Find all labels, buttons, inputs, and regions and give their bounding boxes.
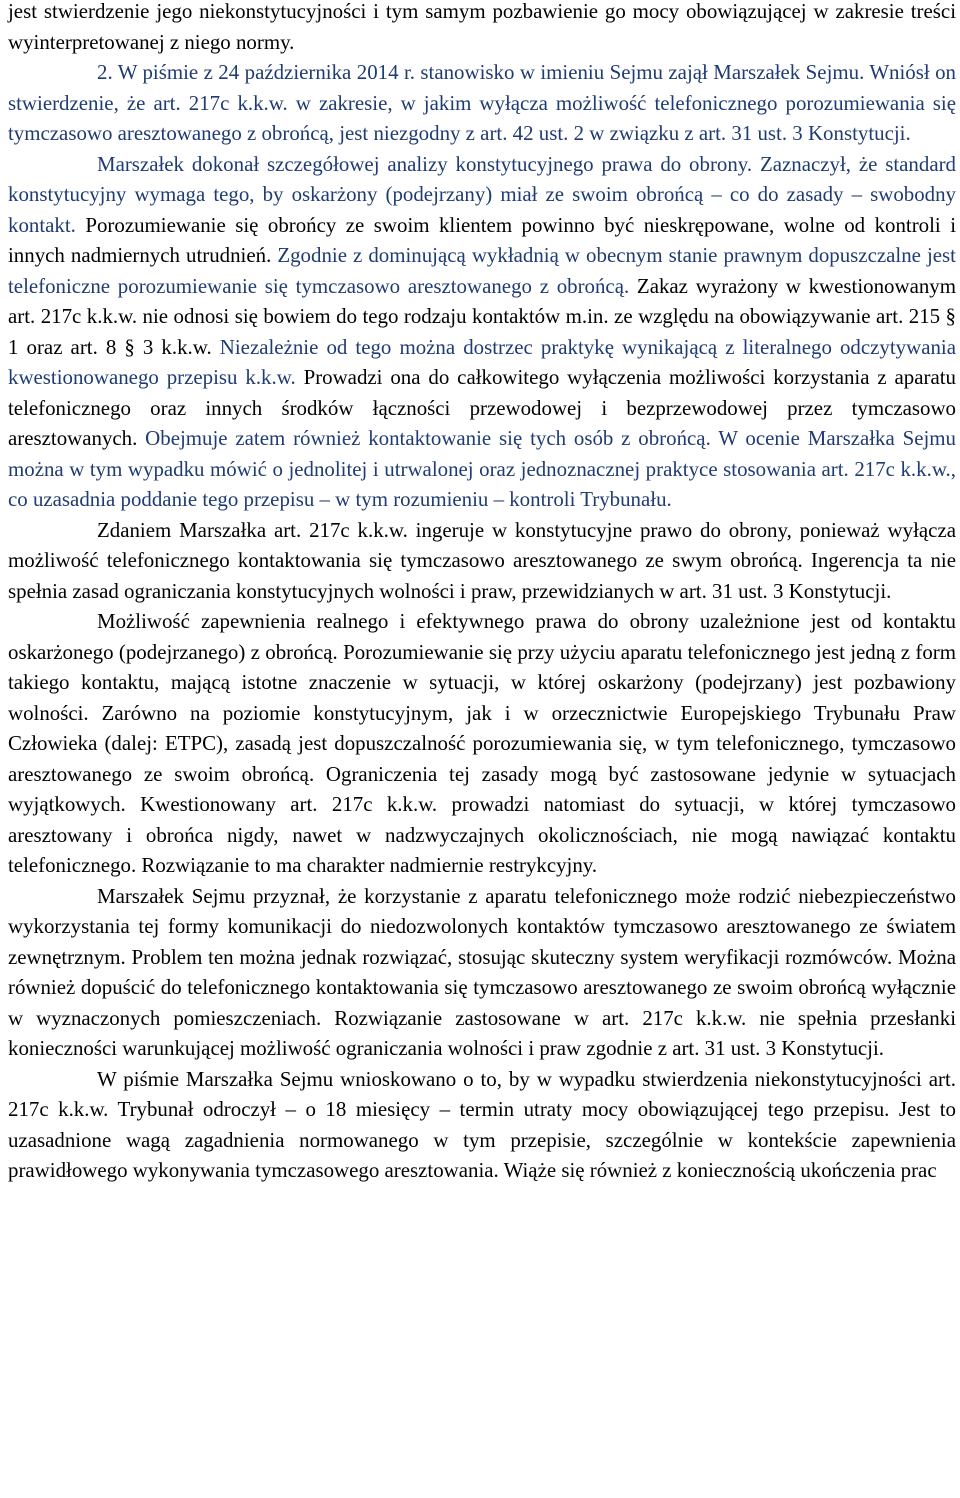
paragraph-text: Zgodnie z dominującą wykładnią w obecnym stanie prawnym dopuszczalne jest telefoniczne porozumiewanie się tymczasowo aresztowanego z obrońcą.: [8, 243, 956, 298]
document-body: [8, 0, 956, 1186]
paragraph-text: Porozumiewanie się przy użyciu aparatu telefonicznego jest jedną z form takiego kontaktu, mającą istotne znaczenie w sytuacji, w której oskarżony (podejrzany) jest pozbawiony wolności.: [8, 639, 956, 725]
paragraph-text: Marszałek dokonał szczegółowej analizy konstytucyjnego prawa do obrony. Zaznaczył, że standard konstytucyjny wymaga tego, by oskarżony (podejrzany) miał ze swoim obrońcą – co do zasady – swobodny kontakt.: [8, 151, 956, 237]
paragraph-text: Możliwość zapewnienia realnego i efektywnego prawa do obrony uzależnione jest od kontaktu oskarżonego (podejrzanego) z obrońcą.: [8, 609, 956, 664]
paragraph-text: Zakaz wyrażony w kwestionowanym art. 217c k.k.w. nie odnosi się bowiem do tego rodzaju kontaktów m.in. ze względu na obowiązywanie art. 215 § 1 oraz art. 8 § 3 k.k.w.: [8, 273, 956, 359]
paragraph: [8, 57, 956, 149]
paragraph: [8, 0, 956, 57]
paragraph: [8, 606, 956, 881]
paragraph: [8, 881, 956, 1064]
paragraph-text: Porozumiewanie się obrońcy ze swoim klientem powinno być nieskrępowane, wolne od kontroli i innych nadmiernych utrudnień.: [8, 212, 956, 267]
paragraph-text: Prowadzi ona do całkowitego wyłączenia możliwości korzystania z aparatu telefonicznego oraz innych środków łączności przewodowej i bezprzewodowej przez tymczasowo aresztowanych.: [8, 365, 956, 450]
paragraph-text: Niezależnie od tego można dostrzec praktykę wynikającą z literalnego odczytywania kwestionowanego przepisu k.k.w.: [8, 334, 956, 389]
paragraph-text: Obejmuje zatem również kontaktowanie się tych osób z obrońcą. W ocenie Marszałka Sejmu można w tym wypadku mówić o jednolitej i utrwalonej oraz jednoznacznej praktyce stosowania art. 217c k.k.w., co uzasadnia poddanie tego przepisu – w tym rozumieniu – kontroli Trybunału.: [8, 426, 956, 511]
paragraph-text: Ograniczenia tej zasady mogą być zastosowane jedynie w sytuacjach wyjątkowych. Kwestionowany art. 217c k.k.w. prowadzi natomiast do sytuacji, w której tymczasowo aresztowany i obrońca nigdy, nawet w nadzwyczajnych okolicznościach, nie mogą nawiązać kontaktu telefonicznego. Rozwiązanie to ma charakter nadmiernie restrykcyjny.: [8, 761, 956, 877]
paragraph: [8, 515, 956, 607]
paragraph-text: jest stwierdzenie jego niekonstytucyjności i tym samym pozbawienie go mocy obowiązującej w zakresie treści wyinterpretowanej z niego normy.: [8, 0, 956, 54]
paragraph-text: 2. W piśmie z 24 października 2014 r. stanowisko w imieniu Sejmu zajął Marszałek Sejmu. Wniósł on stwierdzenie, że art. 217c k.k.w. w zakresie, w jakim wyłącza możliwość telefonicznego porozumiewania się tymczasowo aresztowanego z obrońcą, jest niezgodny z art. 42 ust. 2 w związku z art. 31 ust. 3 Konstytucji.: [8, 60, 956, 145]
paragraph-text: W piśmie Marszałka Sejmu wnioskowano o to, by w wypadku stwierdzenia niekonstytucyjności art. 217c k.k.w. Trybunał odroczył – o 18 miesięcy – termin utraty mocy obowiązującej tego przepisu. Jest to uzasadnione wagą zagadnienia normowanego w tym przepisie, szczególnie w kontekście zapewnienia prawidłowego wykonywania tymczasowego aresztowania. Wiąże się również z koniecznością ukończenia prac: [8, 1066, 956, 1182]
paragraph-text: Zarówno na poziomie konstytucyjnym, jak i w orzecznictwie Europejskiego Trybunału Praw Człowieka (dalej: ETPC), zasadą jest dopuszczalność porozumiewania się, w tym telefonicznego, tymczasowo aresztowanego ze swoim obrońcą.: [8, 700, 956, 786]
paragraph-text: Zdaniem Marszałka art. 217c k.k.w. ingeruje w konstytucyjne prawo do obrony, ponieważ wyłącza możliwość telefonicznego kontaktowania się tymczasowo aresztowanego ze swym obrońcą. Ingerencja ta nie spełnia zasad ograniczania konstytucyjnych wolności i praw, przewidzianych w art. 31 ust. 3 Konstytucji.: [8, 517, 956, 603]
paragraph-text: Marszałek Sejmu przyznał, że korzystanie z aparatu telefonicznego może rodzić niebezpieczeństwo wykorzystania tej formy komunikacji do niedozwolonych kontaktów tymczasowo aresztowanego ze światem zewnętrznym. Problem ten można jednak rozwiązać, stosując skuteczny system weryfikacji rozmówców. Można również dopuścić do telefonicznego kontaktowania się tymczasowo aresztowanego ze swoim obrońcą wyłącznie w wyznaczonych pomieszczeniach. Rozwiązanie zastosowane w art. 217c k.k.w. nie spełnia przesłanki konieczności warunkującej możliwość ograniczania wolności i praw zgodnie z art. 31 ust. 3 Konstytucji.: [8, 883, 956, 1060]
paragraph: [8, 1064, 956, 1186]
paragraph: [8, 149, 956, 515]
